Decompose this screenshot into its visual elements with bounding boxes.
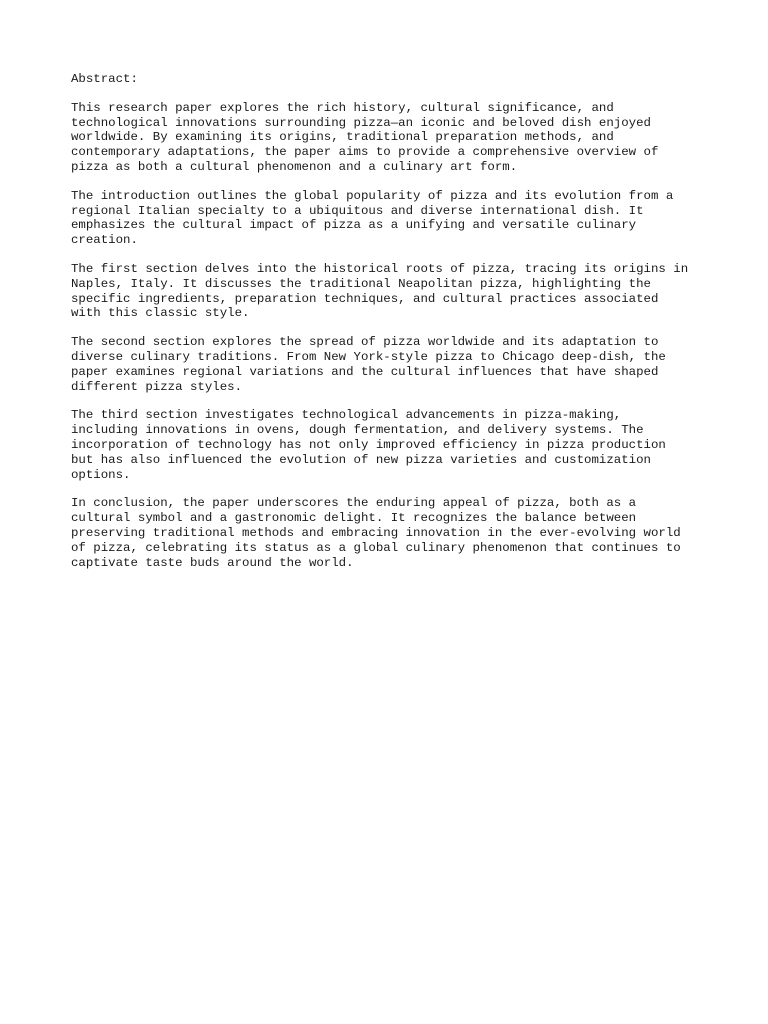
abstract-heading: Abstract:	[71, 72, 138, 86]
text-line: creation.	[71, 233, 138, 248]
text-line: preserving traditional methods and embracing innovation in the ever-evolving world	[71, 525, 681, 540]
text-line: with this classic style.	[71, 306, 250, 321]
text-line: diverse culinary traditions. From New York-style pizza to Chicago deep-dish, the	[71, 349, 666, 364]
text-line: but has also influenced the evolution of new pizza varieties and customization	[71, 452, 651, 467]
text-line: The third section investigates technological advancements in pizza-making,	[71, 408, 622, 423]
text-line: technological innovations surrounding pizza—an iconic and beloved dish enjoyed	[71, 115, 651, 130]
paragraph-first-section	[71, 262, 711, 321]
text-line: Naples, Italy. It discusses the traditional Neapolitan pizza, highlighting the	[71, 276, 651, 291]
text-line: different pizza styles.	[71, 379, 243, 394]
paragraph-overview	[71, 101, 711, 175]
document-page	[71, 72, 711, 584]
text-line: The first section delves into the historical roots of pizza, tracing its origins in	[71, 261, 689, 276]
text-line: incorporation of technology has not only improved efficiency in pizza production	[71, 437, 666, 452]
paragraph-third-section	[71, 408, 711, 482]
text-line: emphasizes the cultural impact of pizza as a unifying and versatile culinary	[71, 218, 637, 233]
text-line: The second section explores the spread of pizza worldwide and its adaptation to	[71, 335, 659, 350]
text-line: contemporary adaptations, the paper aims to provide a comprehensive overview of	[71, 145, 659, 160]
text-line: This research paper explores the rich history, cultural significance, and	[71, 100, 614, 115]
paragraph-introduction	[71, 189, 711, 248]
text-line: regional Italian specialty to a ubiquitous and diverse international dish. It	[71, 203, 644, 218]
text-line: paper examines regional variations and the cultural influences that have shaped	[71, 364, 659, 379]
text-line: In conclusion, the paper underscores the enduring appeal of pizza, both as a	[71, 496, 637, 511]
text-line: specific ingredients, preparation techniques, and cultural practices associated	[71, 291, 659, 306]
text-line: options.	[71, 467, 131, 482]
text-line: of pizza, celebrating its status as a global culinary phenomenon that continues to	[71, 540, 681, 555]
text-line: pizza as both a cultural phenomenon and a culinary art form.	[71, 159, 518, 174]
text-line: The introduction outlines the global popularity of pizza and its evolution from a	[71, 188, 674, 203]
text-line: captivate taste buds around the world.	[71, 555, 354, 570]
text-line: worldwide. By examining its origins, traditional preparation methods, and	[71, 130, 614, 145]
text-line: including innovations in ovens, dough fermentation, and delivery systems. The	[71, 423, 644, 438]
paragraph-second-section	[71, 335, 711, 394]
paragraph-conclusion	[71, 496, 711, 570]
text-line: cultural symbol and a gastronomic delight. It recognizes the balance between	[71, 511, 637, 526]
